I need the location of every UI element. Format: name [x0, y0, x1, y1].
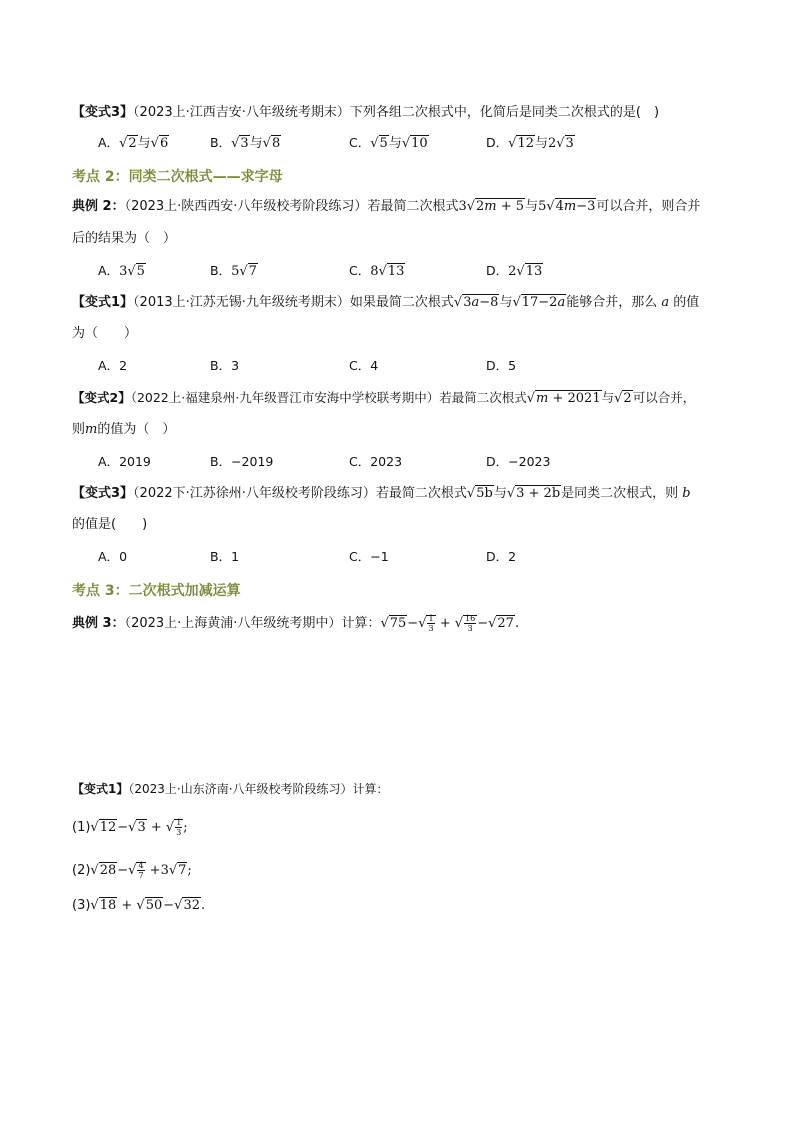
- question-source: （2023上·上海黄浦·八年级统考期中）: [124, 616, 342, 631]
- option-a: A．2: [98, 358, 128, 373]
- option-b: B．−2019: [210, 454, 274, 469]
- bianshi3b-question-line2: 的值是( ): [72, 517, 148, 532]
- option-a: A．0: [98, 549, 128, 564]
- bianshi1a-options: [0, 357, 794, 375]
- question-tag: 【变式1】: [72, 782, 129, 796]
- option-b: B．√3与√8: [210, 135, 281, 151]
- option-c: C．4: [349, 358, 379, 373]
- option-a: A．√2与√6: [98, 135, 169, 151]
- bianshi1a-question-line2: 为（ ）: [72, 326, 138, 341]
- option-d: D．−2023: [486, 454, 551, 469]
- option-b: B．5√7: [210, 263, 257, 279]
- option-b: B．1: [210, 549, 240, 564]
- dianli2-question: 典例 2：（2023上·陕西西安·八年级校考阶段练习）若最简二次根式3√2m + 5与5√4m−3可以合并，则合并: [72, 199, 701, 214]
- bianshi1b-item-3: (3)√18 + √50−√32.: [72, 898, 206, 913]
- option-a: A．2019: [98, 454, 151, 469]
- option-d: D．√12与2√3: [486, 135, 574, 151]
- question-tag: 【变式1】: [72, 295, 134, 310]
- question-source: （2022下·江苏徐州·八年级校考阶段练习）: [133, 486, 376, 501]
- question-source: （2023上·山东济南·八年级校考阶段练习）: [128, 782, 353, 796]
- option-d: D．2: [486, 549, 517, 564]
- question-source: （2023上·江西吉安·八年级统考期末）: [133, 105, 350, 120]
- dianli3-question: 典例 3：（2023上·上海黄浦·八年级统考期中）计算：√75−√ $\frac{1}{3}$ + √ $\frac{16}{3}$ −√27.: [72, 614, 520, 633]
- question-source: （2022上·福建泉州·九年级晋江市安海中学校联考期中）: [130, 390, 440, 405]
- question-source: （2013上·江苏无锡·九年级统考期末）: [133, 295, 350, 310]
- bianshi3b-options: [0, 548, 794, 566]
- question-tag: 【变式3】: [72, 486, 134, 501]
- question-tag: 【变式2】: [72, 390, 131, 405]
- dianli2-question-line2: 后的结果为（ ）: [72, 231, 177, 246]
- bianshi2-options: [0, 453, 794, 471]
- option-c: C．√5与√10: [349, 135, 428, 151]
- option-c: C．−1: [349, 549, 389, 564]
- bianshi3b-question: 【变式3】（2022下·江苏徐州·八年级校考阶段练习）若最简二次根式√5b与√3 + 2b是同类二次根式，则 b: [72, 486, 691, 501]
- option-c: C．8√13: [349, 263, 405, 279]
- bianshi1b-question: 【变式1】（2023上·山东济南·八年级校考阶段练习）计算：: [72, 782, 389, 796]
- dianli2-options: [0, 262, 794, 280]
- option-d: D．5: [486, 358, 517, 373]
- bianshi1a-question: 【变式1】（2013上·江苏无锡·九年级统考期末）如果最简二次根式√3a−8与√17−2a能够合并，那么 a 的值: [72, 295, 700, 310]
- bianshi3a-options: [0, 134, 794, 152]
- bianshi2-question: 【变式2】（2022上·福建泉州·九年级晋江市安海中学校联考期中）若最简二次根式√m + 2021与√2可以合并，: [72, 390, 696, 406]
- option-a: A．3√5: [98, 263, 145, 279]
- section-heading-kaodian3: 考点 3：二次根式加减运算: [72, 583, 241, 599]
- bianshi1b-item-1: (1)√12−√3 + √ $\frac{1}{3}$ ;: [72, 818, 188, 837]
- section-heading-kaodian2: 考点 2：同类二次根式——求字母: [72, 169, 283, 185]
- option-d: D．2√13: [486, 263, 543, 279]
- bianshi2-question-line2: 则m的值为（ ）: [72, 422, 176, 437]
- bianshi3a-question: [72, 104, 659, 122]
- question-text: 下列各组二次根式中，化简后是同类二次根式的是( ): [349, 105, 660, 120]
- question-source: （2023上·陕西西安·八年级校考阶段练习）: [124, 199, 368, 214]
- option-b: B．3: [210, 358, 240, 373]
- question-tag: 【变式3】: [72, 105, 134, 120]
- question-tag: 典例 3：: [72, 616, 125, 631]
- question-tag: 典例 2：: [72, 199, 125, 214]
- option-c: C．2023: [349, 454, 403, 469]
- bianshi1b-item-2: (2)√28−√ $\frac{4}{7}$ +3√7;: [72, 861, 192, 880]
